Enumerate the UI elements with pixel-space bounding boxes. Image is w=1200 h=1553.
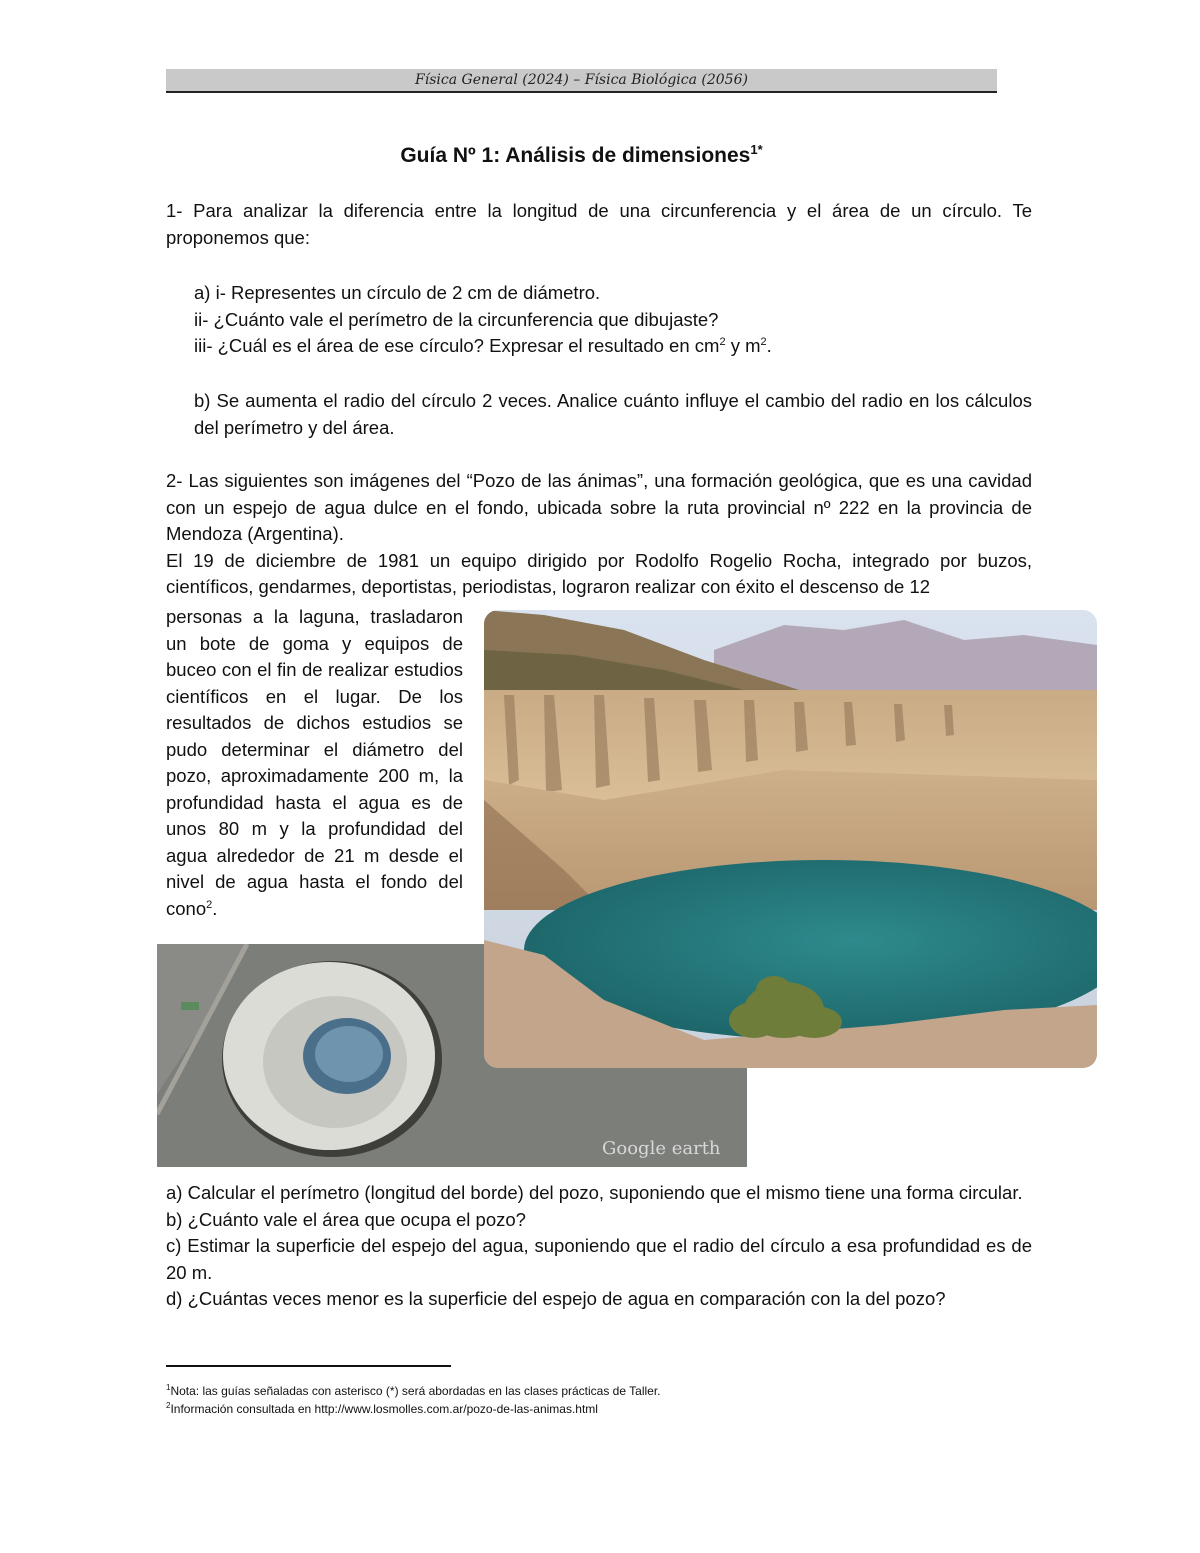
question-2-c: c) Estimar la superficie del espejo del agua, suponiendo que el radio del círculo a esa profundidad es de 20 m.: [166, 1235, 1032, 1283]
a-iii-end: .: [766, 335, 772, 356]
squared-mark-m: 2: [760, 335, 767, 348]
footnote-2-ref: 2: [206, 898, 213, 911]
question-1-part-a: [194, 280, 1032, 360]
guide-title: [166, 142, 997, 168]
question-1-a-i: a) i- Representes un círculo de 2 cm de diámetro.: [194, 282, 601, 303]
question-2-paragraph-1: 2- Las siguientes son imágenes del “Pozo de las ánimas”, una formación geológica, que es una cavidad con un espejo de agua dulce en el fondo, ubicada sobre la ruta provincial nº 222 en la provincia de Mendoza (Argentina).: [166, 470, 1032, 544]
guide-title-text: Guía Nº 1: Análisis de dimensiones: [400, 144, 751, 167]
footnote-2: [166, 1398, 598, 1417]
a-iii-mid: y m: [725, 335, 761, 356]
footnote-2-mark: 2: [166, 1401, 171, 1410]
question-2-side-text: [166, 604, 463, 922]
running-header: Física General (2024) – Física Biológica (2056): [166, 69, 997, 93]
footnote-1-text: Nota: las guías señaladas con asterisco (*) será abordadas en las clases prácticas de Taller.: [170, 1384, 661, 1398]
footnote-divider: [166, 1365, 451, 1367]
question-2-d: d) ¿Cuántas veces menor es la superficie del espejo de agua en comparación con la del pozo?: [166, 1288, 946, 1309]
question-2-paragraph-2: El 19 de diciembre de 1981 un equipo dirigido por Rodolfo Rogelio Rocha, integrado por buzos, científicos, gendarmes, deportistas, periodistas, lograron realizar con éxito el descenso de 12: [166, 549, 1032, 597]
footnote-2-link[interactable]: Información consultada en http://www.losmolles.com.ar/pozo-de-las-animas.html: [170, 1402, 598, 1416]
side-text-body: personas a la laguna, trasladaron un bote de goma y equipos de buceo con el fin de realizar estudios científicos en el lugar. De los resultados de dichos estudios se pudo determinar el diámetro del pozo, aproximadamente 200 m, la profundidad hasta el agua es de unos 80 m y la profundidad del agua alrededor de 21 m desde el nivel de agua hasta el fondo del cono: [166, 606, 463, 919]
crater-lake-photo: [484, 610, 1097, 1068]
question-1-intro: 1- Para analizar la diferencia entre la longitud de una circunferencia y el área de un círculo. Te proponemos que:: [166, 200, 1032, 248]
question-1-a-ii: ii- ¿Cuánto vale el perímetro de la circunferencia que dibujaste?: [194, 308, 719, 330]
question-2-subquestions: [166, 1180, 1032, 1313]
question-1-a-iii: [194, 333, 1032, 360]
title-footnote-mark: 1*: [750, 142, 763, 157]
squared-mark-cm: 2: [719, 335, 726, 348]
question-2-b: b) ¿Cuánto vale el área que ocupa el pozo?: [166, 1208, 526, 1230]
question-2-intro: [166, 468, 1032, 601]
footnote-1: [166, 1380, 661, 1399]
crater-lake-illustration: [484, 610, 1097, 1068]
google-earth-watermark: Google earth: [602, 1138, 721, 1159]
footnote-1-mark: 1: [166, 1383, 171, 1392]
side-text-end: .: [212, 897, 218, 919]
question-2-a: a) Calcular el perímetro (longitud del borde) del pozo, suponiendo que el mismo tiene una forma circular.: [166, 1182, 1023, 1203]
question-1-part-b: b) Se aumenta el radio del círculo 2 veces. Analice cuánto influye el cambio del radio en los cálculos del perímetro y del área.: [194, 390, 1032, 438]
a-iii-text: iii- ¿Cuál es el área de ese círculo? Expresar el resultado en cm: [194, 335, 720, 356]
